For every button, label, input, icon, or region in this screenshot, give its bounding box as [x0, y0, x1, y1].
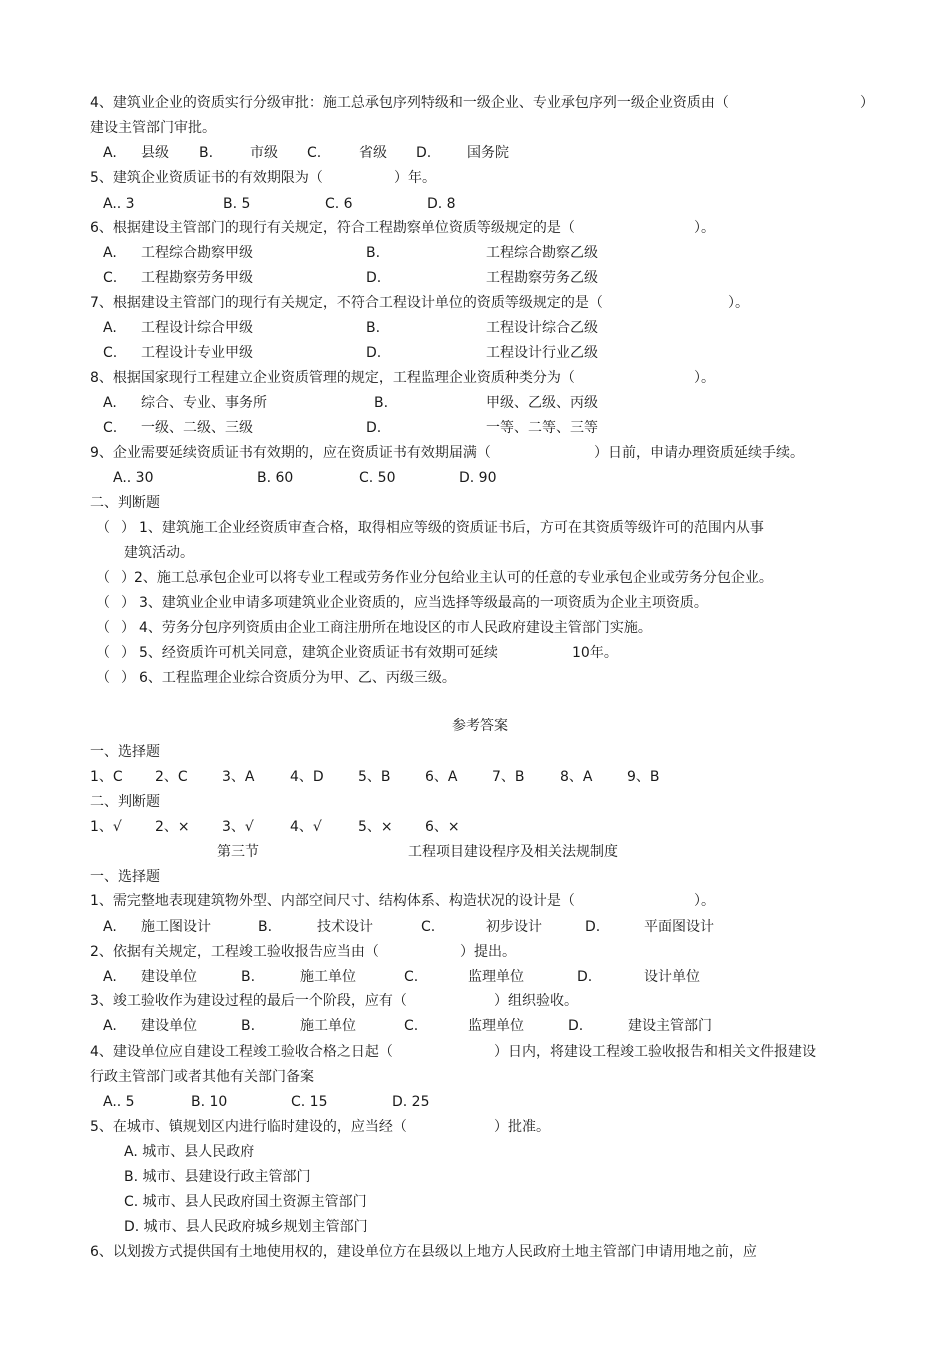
- q4-option-b-text: 市级: [250, 145, 278, 161]
- answers-choice-title: 一、选择题: [90, 744, 160, 760]
- s3q2-option-c-text: 监理单位: [468, 969, 524, 985]
- s3q5-option-b: B. 城市、县建设行政主管部门: [124, 1169, 311, 1185]
- answer-choice-5: 5、B: [358, 769, 391, 785]
- q6-option-c-label: C.: [103, 270, 118, 286]
- q4-option-c-label: C.: [307, 145, 322, 161]
- judge2-close-paren: ）: [121, 570, 135, 586]
- s3q2-option-b-label: B.: [241, 969, 256, 985]
- q4-stem-cont: 建设主管部门审批。: [90, 120, 216, 136]
- q8-option-d-text: 一等、二等、三等: [486, 420, 598, 436]
- s3q5-option-d: D. 城市、县人民政府城乡规划主管部门: [124, 1219, 368, 1235]
- judge6-open-paren: （: [96, 670, 110, 686]
- s3q4-stem: 4、建设单位应自建设工程竣工验收合格之日起（: [90, 1044, 393, 1060]
- q6-stem-tail: ）。: [694, 220, 715, 236]
- q8-option-d-label: D.: [366, 420, 382, 436]
- s3q1-stem-tail: ）。: [694, 893, 715, 909]
- s3q4-stem-tail: ）日内，将建设工程竣工验收报告和相关文件报建设: [494, 1044, 816, 1060]
- judge3-open-paren: （: [96, 595, 110, 611]
- answer-choice-6: 6、A: [425, 769, 458, 785]
- q8-option-c-text: 一级、二级、三级: [141, 420, 253, 436]
- s3q2-stem-tail: ）提出。: [460, 944, 516, 960]
- s3q3-option-c-text: 监理单位: [468, 1018, 524, 1034]
- q6-option-c-text: 工程勘察劳务甲级: [141, 270, 253, 286]
- s3q1-option-a-label: A.: [103, 919, 117, 935]
- s3q2-option-a-label: A.: [103, 969, 117, 985]
- s3q1-option-a-text: 施工图设计: [141, 919, 211, 935]
- s3q5-option-c: C. 城市、县人民政府国土资源主管部门: [124, 1194, 367, 1210]
- q6-option-b-label: B.: [366, 245, 381, 261]
- s3q3-stem-tail: ）组织验收。: [494, 993, 578, 1009]
- q9-option-a: A.. 30: [113, 470, 154, 486]
- answer-choice-8: 8、A: [560, 769, 593, 785]
- s3q1-option-d-label: D.: [585, 919, 601, 935]
- s3q4-stem-cont: 行政主管部门或者其他有关部门备案: [90, 1069, 314, 1085]
- q5-option-b: B. 5: [223, 196, 251, 212]
- q4-option-a-label: A.: [103, 145, 117, 161]
- answer-judge-6: 6、×: [425, 819, 460, 835]
- s3q3-option-d-label: D.: [568, 1018, 584, 1034]
- q9-stem-tail: ）日前，申请办理资质延续手续。: [594, 445, 804, 461]
- q5-option-d: D. 8: [427, 196, 456, 212]
- judge5-open-paren: （: [96, 645, 110, 661]
- s3q4-option-b: B. 10: [191, 1094, 228, 1110]
- section3-title: 工程项目建设程序及相关法规制度: [408, 844, 618, 860]
- judge5-text-tail: 10年。: [572, 645, 618, 661]
- s3q4-option-c: C. 15: [291, 1094, 328, 1110]
- q7-option-c-text: 工程设计专业甲级: [141, 345, 253, 361]
- answer-choice-4: 4、D: [290, 769, 324, 785]
- s3q1-option-b-text: 技术设计: [317, 919, 373, 935]
- s3q2-option-d-label: D.: [577, 969, 593, 985]
- q4-stem: 4、建筑业企业的资质实行分级审批：施工总承包序列特级和一级企业、专业承包序列一级企业资质由（: [90, 95, 729, 111]
- s3q1-option-c-text: 初步设计: [486, 919, 542, 935]
- judge4-text: 4、劳务分包序列资质由企业工商注册所在地设区的市人民政府建设主管部门实施。: [139, 620, 652, 636]
- s3q2-option-b-text: 施工单位: [300, 969, 356, 985]
- judge-section-title: 二、判断题: [90, 495, 160, 511]
- q6-option-a-label: A.: [103, 245, 117, 261]
- answer-choice-2: 2、C: [155, 769, 188, 785]
- answer-choice-9: 9、B: [627, 769, 660, 785]
- q8-option-a-label: A.: [103, 395, 117, 411]
- s3q6-stem: 6、以划拨方式提供国有土地使用权的，建设单位方在县级以上地方人民政府土地主管部门申请用地之前，应: [90, 1244, 757, 1260]
- q7-option-b-text: 工程设计综合乙级: [486, 320, 598, 336]
- q4-option-b-label: B.: [199, 145, 214, 161]
- q4-option-a-text: 县级: [141, 145, 169, 161]
- judge3-text: 3、建筑业企业申请多项建筑业企业资质的，应当选择等级最高的一项资质为企业主项资质。: [139, 595, 708, 611]
- q6-option-d-text: 工程勘察劳务乙级: [486, 270, 598, 286]
- answer-choice-1: 1、C: [90, 769, 123, 785]
- s3q5-stem-tail: ）批准。: [494, 1119, 550, 1135]
- answers-title: 参考答案: [452, 718, 508, 734]
- judge3-close-paren: ）: [121, 595, 135, 611]
- answer-judge-2: 2、×: [155, 819, 190, 835]
- judge4-close-paren: ）: [121, 620, 135, 636]
- judge1-close-paren: ）: [121, 520, 135, 536]
- s3q3-option-b-text: 施工单位: [300, 1018, 356, 1034]
- judge1-text: 1、建筑施工企业经资质审查合格，取得相应等级的资质证书后，方可在其资质等级许可的范围内从事: [139, 520, 764, 536]
- answer-judge-4: 4、√: [290, 819, 322, 835]
- judge2-open-paren: （: [96, 570, 110, 586]
- s3q4-option-d: D. 25: [392, 1094, 430, 1110]
- q8-option-a-text: 综合、专业、事务所: [141, 395, 267, 411]
- s3q2-option-c-label: C.: [404, 969, 419, 985]
- answer-judge-3: 3、√: [222, 819, 254, 835]
- q8-option-c-label: C.: [103, 420, 118, 436]
- s3q5-option-a: A. 城市、县人民政府: [124, 1144, 255, 1160]
- s3q3-option-a-text: 建设单位: [141, 1018, 197, 1034]
- q7-option-a-text: 工程设计综合甲级: [141, 320, 253, 336]
- q4-option-c-text: 省级: [359, 145, 387, 161]
- section3-label: 第三节: [217, 844, 259, 860]
- q4-close-paren: ）: [860, 95, 874, 111]
- s3q4-option-a: A.. 5: [103, 1094, 135, 1110]
- section3-choice-title: 一、选择题: [90, 869, 160, 885]
- answers-judge-title: 二、判断题: [90, 794, 160, 810]
- q5-stem-tail: ）年。: [394, 170, 436, 186]
- q7-option-a-label: A.: [103, 320, 117, 336]
- answer-choice-7: 7、B: [492, 769, 525, 785]
- q8-option-b-label: B.: [374, 395, 389, 411]
- s3q3-stem: 3、竣工验收作为建设过程的最后一个阶段，应有（: [90, 993, 407, 1009]
- judge5-close-paren: ）: [121, 645, 135, 661]
- s3q3-option-d-text: 建设主管部门: [628, 1018, 712, 1034]
- q8-option-b-text: 甲级、乙级、丙级: [486, 395, 598, 411]
- answer-choice-3: 3、A: [222, 769, 255, 785]
- s3q3-option-c-label: C.: [404, 1018, 419, 1034]
- q9-stem: 9、企业需要延续资质证书有效期的，应在资质证书有效期届满（: [90, 445, 491, 461]
- q8-stem: 8、根据国家现行工程建立企业资质管理的规定，工程监理企业资质种类分为（: [90, 370, 575, 386]
- q9-option-d: D. 90: [459, 470, 497, 486]
- s3q1-stem: 1、需完整地表现建筑物外型、内部空间尺寸、结构体系、构造状况的设计是（: [90, 893, 575, 909]
- s3q2-stem: 2、依据有关规定，工程竣工验收报告应当由（: [90, 944, 379, 960]
- q6-option-a-text: 工程综合勘察甲级: [141, 245, 253, 261]
- q9-option-c: C. 50: [359, 470, 396, 486]
- judge1-open-paren: （: [96, 520, 110, 536]
- q7-stem-tail: ）。: [728, 295, 749, 311]
- q4-option-d-text: 国务院: [467, 145, 509, 161]
- s3q3-option-b-label: B.: [241, 1018, 256, 1034]
- q7-stem: 7、根据建设主管部门的现行有关规定，不符合工程设计单位的资质等级规定的是（: [90, 295, 603, 311]
- q4-option-d-label: D.: [416, 145, 432, 161]
- judge6-text: 6、工程监理企业综合资质分为甲、乙、丙级三级。: [139, 670, 456, 686]
- q6-stem: 6、根据建设主管部门的现行有关规定，符合工程勘察单位资质等级规定的是（: [90, 220, 575, 236]
- s3q1-option-c-label: C.: [421, 919, 436, 935]
- judge2-text: 2、施工总承包企业可以将专业工程或劳务作业分包给业主认可的任意的专业承包企业或劳务分包企业。: [134, 570, 773, 586]
- q5-stem: 5、建筑企业资质证书的有效期限为（: [90, 170, 323, 186]
- q7-option-c-label: C.: [103, 345, 118, 361]
- s3q3-option-a-label: A.: [103, 1018, 117, 1034]
- s3q2-option-a-text: 建设单位: [141, 969, 197, 985]
- q7-option-d-label: D.: [366, 345, 382, 361]
- q7-option-d-text: 工程设计行业乙级: [486, 345, 598, 361]
- q7-option-b-label: B.: [366, 320, 381, 336]
- judge5-text: 5、经资质许可机关同意，建筑企业资质证书有效期可延续: [139, 645, 498, 661]
- q6-option-d-label: D.: [366, 270, 382, 286]
- q9-option-b: B. 60: [257, 470, 294, 486]
- answer-judge-1: 1、√: [90, 819, 122, 835]
- q5-option-a: A.. 3: [103, 196, 135, 212]
- judge1-text-cont: 建筑活动。: [124, 545, 194, 561]
- s3q1-option-b-label: B.: [258, 919, 273, 935]
- s3q2-option-d-text: 设计单位: [644, 969, 700, 985]
- s3q5-stem: 5、在城市、镇规划区内进行临时建设的，应当经（: [90, 1119, 407, 1135]
- s3q1-option-d-text: 平面图设计: [644, 919, 714, 935]
- q5-option-c: C. 6: [325, 196, 353, 212]
- judge4-open-paren: （: [96, 620, 110, 636]
- q6-option-b-text: 工程综合勘察乙级: [486, 245, 598, 261]
- answer-judge-5: 5、×: [358, 819, 393, 835]
- judge6-close-paren: ）: [121, 670, 135, 686]
- q8-stem-tail: ）。: [694, 370, 715, 386]
